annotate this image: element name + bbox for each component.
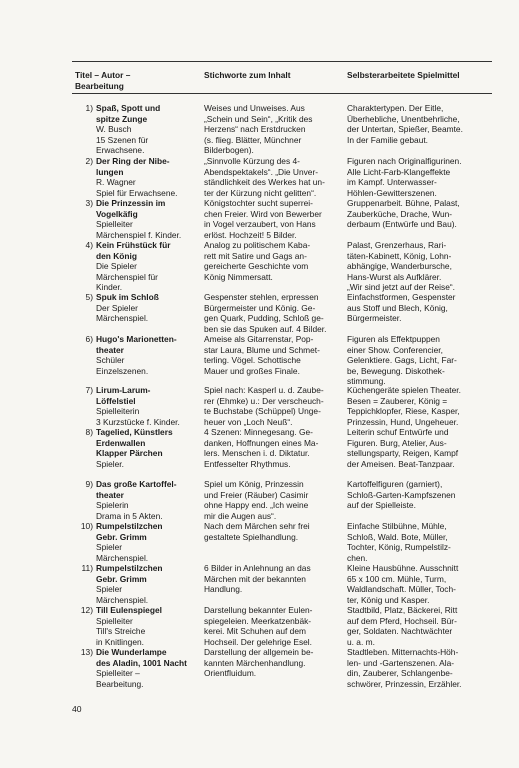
materials-line: Figuren nach Originalfigurinen.	[347, 156, 462, 166]
row-number: 5)	[85, 292, 93, 302]
materials-line: be, Bewegung. Diskothek-	[347, 365, 445, 376]
content-keywords-line: (s. flieg. Blätter, Münchner	[204, 134, 302, 145]
play-author-info: Märchenspiel f. Kinder.	[96, 229, 182, 240]
play-author-info: Märchenspiel für	[96, 271, 158, 282]
materials-line: aus Stoff und Blech, König,	[347, 302, 448, 313]
content-keywords-line: spiegeleien. Meerkatzenbäk-	[204, 615, 312, 626]
materials-cell	[347, 479, 497, 511]
play-title-cell	[96, 103, 200, 156]
play-title: Klapper Pärchen	[96, 448, 163, 459]
materials-line: im Kampf. Unterwasser-	[347, 177, 437, 188]
materials-line: Gelenktiere. Gags, Licht, Far-	[347, 355, 457, 366]
materials-line: chen.	[347, 552, 368, 563]
materials-line: Kleine Hausbühne. Ausschnitt	[347, 563, 459, 573]
content-keywords-line: kannten Märchenhandlung.	[204, 657, 306, 668]
play-title: Rumpelstilzchen	[96, 521, 163, 531]
materials-line: täten-Kabinett, König, Lohn-	[347, 250, 452, 261]
materials-cell	[347, 605, 497, 647]
content-keywords-line: gen Quark, Pudding, Schloß ge-	[204, 313, 324, 324]
materials-line: Stadtbild, Platz, Bäckerei, Ritt	[347, 605, 458, 615]
play-author-info: R. Wagner	[96, 177, 136, 188]
row-number: 10)	[80, 521, 93, 531]
content-keywords-line: Märchen mit der bekannten	[204, 573, 306, 584]
content-keywords-line: Entfesselter Rhythmus.	[204, 458, 291, 469]
play-title: lungen	[96, 166, 124, 177]
materials-cell	[347, 521, 497, 563]
play-title: Spaß, Spott und	[96, 103, 161, 113]
play-title: Spuk im Schloß	[96, 292, 159, 302]
content-keywords-line: Bilderbogen).	[204, 145, 254, 156]
play-title-cell	[96, 427, 200, 469]
materials-line: Charaktertypen. Der Eitle,	[347, 103, 444, 113]
content-keywords-cell	[204, 240, 344, 282]
content-keywords-cell	[204, 334, 344, 376]
play-author-info: Spielleiter –	[96, 668, 140, 679]
materials-line: Überhebliche, Unentbehrliche,	[347, 113, 460, 124]
materials-line: Gruppenarbeit. Bühne, Palast,	[347, 198, 460, 208]
materials-line: abhängige, Wanderbursche,	[347, 261, 452, 272]
play-title: Rumpelstilzchen	[96, 563, 163, 573]
play-author-info: Märchenspiel.	[96, 594, 149, 605]
content-keywords-line: terling. Vögel. Schottische	[204, 355, 301, 366]
content-keywords-cell	[204, 521, 344, 542]
materials-cell	[347, 647, 497, 689]
materials-line: Zauberküche, Drache, Wun-	[347, 208, 453, 219]
row-number: 2)	[85, 156, 93, 166]
play-author-info: Erwachsene.	[96, 145, 145, 156]
play-author-info: Spieler	[96, 542, 123, 553]
play-author-info: Drama in 5 Akten.	[96, 510, 163, 521]
play-title-cell	[96, 647, 200, 689]
content-keywords-line: rett mit Satire und Gags an-	[204, 250, 307, 261]
play-author-info: Der Spieler	[96, 302, 138, 313]
play-title-cell	[96, 479, 200, 521]
materials-line: ger, Soldaten. Nachtwächter	[347, 626, 453, 637]
play-author-info: Spielerin	[96, 500, 129, 511]
materials-line: Schloß-Garten-Kampfszenen	[347, 489, 456, 500]
content-keywords-line: Königstochter sucht superrei-	[204, 198, 313, 208]
content-keywords-line: Ameise als Gitarrenstar, Pop-	[204, 334, 314, 344]
content-keywords-cell	[204, 385, 344, 427]
materials-line: Teppichklopfer, Riese, Kasper,	[347, 406, 460, 417]
content-keywords-line: Herzens“ nach Erstdrucken	[204, 124, 306, 135]
materials-line: Küchengeräte spielen Theater.	[347, 385, 461, 395]
play-title-cell	[96, 385, 200, 427]
header-title-author	[75, 70, 195, 91]
content-keywords-line: gestaltete Spielhandlung.	[204, 531, 299, 542]
content-keywords-line: und Freier (Räuber) Casimir	[204, 489, 309, 500]
play-author-info: Spiel für Erwachsene.	[96, 187, 178, 198]
content-keywords-line: kerei. Mit Schuhen auf dem	[204, 626, 306, 637]
content-keywords-cell	[204, 647, 344, 679]
play-title-cell	[96, 240, 200, 293]
materials-line: ter, König und Kasper.	[347, 594, 430, 605]
play-author-info: Spielleiter	[96, 219, 133, 230]
play-author-info: 15 Szenen für	[96, 134, 149, 145]
content-keywords-line: Spiel um König, Prinzessin	[204, 479, 304, 489]
play-title: des Aladin, 1001 Nacht	[96, 657, 187, 668]
content-keywords-cell	[204, 198, 344, 240]
play-title: Lirum-Larum-	[96, 385, 151, 395]
content-keywords-cell	[204, 563, 344, 595]
content-keywords-line: gereicherte Geschichte vom	[204, 261, 309, 272]
materials-line: Schloß, Wald. Bote, Müller,	[347, 531, 448, 542]
materials-line: In der Familie gebaut.	[347, 134, 429, 145]
content-keywords-cell	[204, 156, 344, 198]
content-keywords-line: ständlichkeit des Werkes hat un-	[204, 177, 325, 188]
content-keywords-line: Bürgermeister und König. Ge-	[204, 302, 316, 313]
content-keywords-line: danken, Hoffnungen eines Ma-	[204, 437, 319, 448]
header-title-author-line: Titel – Autor –	[75, 70, 131, 80]
content-keywords-line: 4 Szenen: Minnegesang. Ge-	[204, 427, 313, 437]
play-title: Vogelkäfig	[96, 208, 138, 219]
row-number: 1)	[85, 103, 93, 113]
content-keywords-line: Darstellung bekannter Eulen-	[204, 605, 313, 615]
play-author-info: Bearbeitung.	[96, 678, 144, 689]
content-keywords-line: „Schein und Sein“, „Kritik des	[204, 113, 313, 124]
content-keywords-line: in Vogel verzaubert, von Hans	[204, 219, 316, 230]
materials-cell	[347, 385, 497, 427]
play-author-info: Spieler.	[96, 458, 124, 469]
content-keywords-line: star Laura, Blume und Schmet-	[204, 344, 320, 355]
content-keywords-line: Weises und Unweises. Aus	[204, 103, 305, 113]
play-title: Die Wunderlampe	[96, 647, 167, 657]
materials-line: len- und -Gartenszenen. Ala-	[347, 657, 455, 668]
row-number: 13)	[80, 647, 93, 657]
materials-line: Waldlandschaft. Müller, Toch-	[347, 584, 456, 595]
play-author-info: Die Spieler	[96, 261, 137, 272]
content-keywords-line: rer (Ehmke) u.: Der verscheuch-	[204, 395, 324, 406]
row-number: 11)	[81, 563, 93, 573]
play-author-info: Märchenspiel.	[96, 313, 149, 324]
materials-line: Stadtleben. Mitternachts-Höh-	[347, 647, 459, 657]
row-number: 12)	[80, 605, 93, 615]
content-keywords-line: heuer von „Loch Neuß“.	[204, 416, 293, 427]
row-number: 6)	[85, 334, 93, 344]
materials-cell	[347, 427, 497, 469]
play-title: Till Eulenspiegel	[96, 605, 162, 615]
materials-cell	[347, 240, 497, 293]
play-title: Löffelstiel	[96, 395, 136, 406]
play-author-info: Kinder.	[96, 282, 123, 293]
row-number: 7)	[85, 385, 93, 395]
materials-line: Figuren als Effektpuppen	[347, 334, 440, 344]
play-title: den König	[96, 250, 137, 261]
content-keywords-line: Abendspektakels“. „Die Unver-	[204, 166, 319, 177]
materials-line: derbaum (Entwürfe und Bau).	[347, 219, 457, 230]
play-title: Kein Frühstück für	[96, 240, 171, 250]
header-materials: Selbsterarbeitete Spielmittel	[347, 70, 460, 80]
materials-line: Bürgermeister.	[347, 313, 402, 324]
play-title-cell	[96, 198, 200, 240]
materials-cell	[347, 103, 497, 145]
materials-line: stimmung.	[347, 376, 386, 387]
materials-line: Besen = Zauberer, König =	[347, 395, 448, 406]
content-keywords-cell	[204, 427, 344, 469]
table-header-rule	[72, 93, 492, 94]
materials-line: Palast, Grenzerhaus, Rari-	[347, 240, 447, 250]
play-title: Die Prinzessin im	[96, 198, 166, 208]
content-keywords-line: Spiel nach: Kasperl u. d. Zaube-	[204, 385, 324, 395]
play-author-info: 3 Kurzstücke f. Kinder.	[96, 416, 180, 427]
play-author-info: Märchenspiel.	[96, 552, 149, 563]
play-author-info: W. Busch	[96, 124, 132, 135]
play-author-info: Spieler	[96, 584, 123, 595]
content-keywords-line: Gespenster stehlen, erpressen	[204, 292, 319, 302]
content-keywords-line: Handlung.	[204, 584, 243, 595]
materials-line: auf der Spielleiste.	[347, 500, 416, 511]
content-keywords-line: Darstellung der allgemein be-	[204, 647, 314, 657]
content-keywords-line: mir die Augen aus“.	[204, 510, 277, 521]
header-keywords: Stichworte zum Inhalt	[204, 70, 291, 80]
play-title: Erdenwallen	[96, 437, 146, 448]
content-keywords-line: ohne Happy end. „Ich weine	[204, 500, 309, 511]
play-author-info: Till's Streiche	[96, 626, 146, 637]
content-keywords-line: lers. Menschen i. d. Diktatur.	[204, 448, 310, 459]
play-title: Hugo's Marionetten-	[96, 334, 177, 344]
play-title-cell	[96, 521, 200, 563]
play-author-info: Spielleiterin	[96, 406, 140, 417]
play-author-info: Einzelszenen.	[96, 365, 149, 376]
materials-line: Höhlen-Gewitterszenen.	[347, 187, 437, 198]
materials-cell	[347, 198, 497, 230]
materials-line: Leiterin schuf Entwürfe und	[347, 427, 449, 437]
content-keywords-cell	[204, 292, 344, 334]
row-number: 8)	[85, 427, 93, 437]
play-author-info: Schüler	[96, 355, 125, 366]
materials-line: u. a. m.	[347, 636, 375, 647]
materials-cell	[347, 334, 497, 387]
materials-line: Hans-Wurst als Aufklärer.	[347, 271, 442, 282]
materials-cell	[347, 292, 497, 324]
materials-line: Alle Licht-Farb-Klangeffekte	[347, 166, 451, 177]
play-title-cell	[96, 334, 200, 376]
content-keywords-line: „Sinnvolle Kürzung des 4-	[204, 156, 300, 166]
play-title-cell	[96, 292, 200, 324]
materials-line: 65 x 100 cm. Mühle, Turm,	[347, 573, 447, 584]
play-title: theater	[96, 489, 124, 500]
materials-line: einer Show. Conferencier,	[347, 344, 443, 355]
content-keywords-line: Analog zu politischem Kaba-	[204, 240, 311, 250]
row-number: 9)	[85, 479, 93, 489]
row-number: 3)	[85, 198, 93, 208]
content-keywords-line: Orientfluidum.	[204, 668, 257, 679]
materials-line: Figuren. Burg, Atelier, Aus-	[347, 437, 447, 448]
page-number: 40	[72, 704, 82, 714]
content-keywords-line: 6 Bilder in Anlehnung an das	[204, 563, 311, 573]
content-keywords-line: Mauer und großes Finale.	[204, 365, 300, 376]
row-number: 4)	[85, 240, 93, 250]
content-keywords-line: erlöst. Hochzeit! 5 Bilder.	[204, 229, 297, 240]
materials-line: stellungsparty, Reigen, Kampf	[347, 448, 459, 459]
play-author-info: Spielleiter	[96, 615, 133, 626]
content-keywords-line: ter der Kürzung nicht gelitten“.	[204, 187, 317, 198]
materials-cell	[347, 156, 497, 198]
play-title-cell	[96, 563, 200, 605]
play-title: Gebr. Grimm	[96, 531, 147, 542]
content-keywords-line: te Buchstabe (Schüppel) Unge-	[204, 406, 321, 417]
content-keywords-cell	[204, 103, 344, 156]
materials-line: der Ameisen. Beat-Tanzpaar.	[347, 458, 455, 469]
materials-line: Einfache Stilbühne, Mühle,	[347, 521, 447, 531]
content-keywords-line: König Nimmersatt.	[204, 271, 273, 282]
header-title-author-line: Bearbeitung	[75, 80, 124, 91]
content-keywords-line: Hochseil. Der gelehrige Esel.	[204, 636, 312, 647]
materials-line: Prinzessin, Hund, Ungeheuer.	[347, 416, 459, 427]
content-keywords-cell	[204, 479, 344, 521]
materials-line: Kartoffelfiguren (garniert),	[347, 479, 443, 489]
play-title: Der Ring der Nibe-	[96, 156, 170, 166]
materials-line: schwörer, Prinzessin, Erzähler.	[347, 678, 462, 689]
play-title: Das große Kartoffel-	[96, 479, 177, 489]
play-title: theater	[96, 344, 124, 355]
materials-line: „Wir sind jetzt auf der Reise“.	[347, 282, 455, 293]
content-keywords-line: chen Freier. Wird von Bewerber	[204, 208, 322, 219]
play-title: Tagelied, Künstlers	[96, 427, 173, 437]
content-keywords-cell	[204, 605, 344, 647]
play-title: spitze Zunge	[96, 113, 148, 124]
play-author-info: in Knitlingen.	[96, 636, 144, 647]
play-title-cell	[96, 605, 200, 647]
table-top-rule	[72, 61, 492, 62]
content-keywords-line: Nach dem Märchen sehr frei	[204, 521, 310, 531]
materials-line: Tochter, König, Rumpelstilz-	[347, 542, 451, 553]
play-title-cell	[96, 156, 200, 198]
materials-line: Einfachstformen, Gespenster	[347, 292, 456, 302]
materials-line: der Untertan, Spießer, Beamte.	[347, 124, 463, 135]
materials-cell	[347, 563, 497, 605]
materials-line: auf dem Pferd, Hochseil. Bür-	[347, 615, 457, 626]
materials-line: din, Zauberer, Schlangenbe-	[347, 668, 453, 679]
play-title: Gebr. Grimm	[96, 573, 147, 584]
content-keywords-line: ben sie das Spuken auf. 4 Bilder.	[204, 323, 327, 334]
